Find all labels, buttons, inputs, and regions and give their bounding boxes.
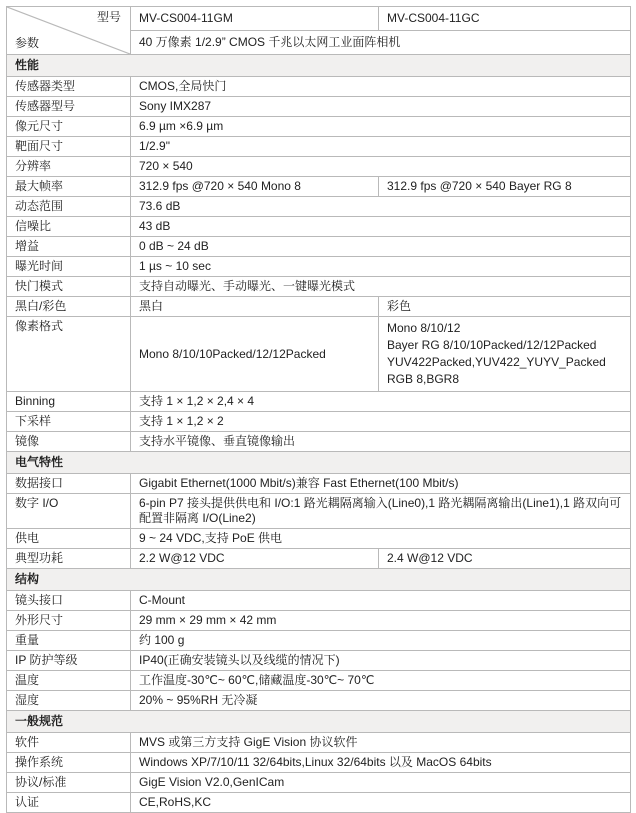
table-row-pixel-format <box>7 317 631 392</box>
section-title: 结构 <box>7 569 631 591</box>
row-label: 数据接口 <box>7 474 131 494</box>
table-row <box>7 77 631 97</box>
row-value: 6.9 µm ×6.9 µm <box>131 117 631 137</box>
row-label: 协议/标准 <box>7 773 131 793</box>
row-label: 快门模式 <box>7 277 131 297</box>
row-label: 操作系统 <box>7 753 131 773</box>
table-row <box>7 494 631 529</box>
row-value: 约 100 g <box>131 631 631 651</box>
row-value-color: 彩色 <box>379 297 631 317</box>
row-label: IP 防护等级 <box>7 651 131 671</box>
row-value: GigE Vision V2.0,GenICam <box>131 773 631 793</box>
row-label: 像素格式 <box>7 317 131 392</box>
row-label: 数字 I/O <box>7 494 131 529</box>
table-row <box>7 549 631 569</box>
model-name-color: MV-CS004-11GC <box>379 7 631 31</box>
section-header-structure <box>7 569 631 591</box>
row-label: 靶面尺寸 <box>7 137 131 157</box>
row-value-color: 312.9 fps @720 × 540 Bayer RG 8 <box>379 177 631 197</box>
row-value: 9 ~ 24 VDC,支持 PoE 供电 <box>131 529 631 549</box>
table-row <box>7 651 631 671</box>
row-value: 支持 1 × 1,2 × 2 <box>131 412 631 432</box>
corner-label-param: 参数 <box>15 36 40 50</box>
table-row <box>7 671 631 691</box>
row-label: 重量 <box>7 631 131 651</box>
row-value: 支持水平镜像、垂直镜像输出 <box>131 432 631 452</box>
row-value: CE,RoHS,KC <box>131 793 631 813</box>
table-row <box>7 432 631 452</box>
pixel-format-line: Mono 8/10/12 <box>387 321 461 335</box>
table-row <box>7 591 631 611</box>
row-value: MVS 或第三方支持 GigE Vision 协议软件 <box>131 733 631 753</box>
row-value-mono: 黑白 <box>131 297 379 317</box>
table-row <box>7 157 631 177</box>
table-row <box>7 297 631 317</box>
row-value: 6-pin P7 接头提供供电和 I/O:1 路光耦隔离输入(Line0),1 路光耦隔离输出(Line1),1 路双向可配置非隔离 I/O(Line2) <box>131 494 631 529</box>
row-value: CMOS,全局快门 <box>131 77 631 97</box>
row-value: 29 mm × 29 mm × 42 mm <box>131 611 631 631</box>
table-row <box>7 217 631 237</box>
row-value-mono: 2.2 W@12 VDC <box>131 549 379 569</box>
section-title: 一般规范 <box>7 711 631 733</box>
row-label: 动态范围 <box>7 197 131 217</box>
table-row <box>7 753 631 773</box>
table-row <box>7 392 631 412</box>
row-label: 湿度 <box>7 691 131 711</box>
row-label: 镜像 <box>7 432 131 452</box>
param-description: 40 万像素 1/2.9” CMOS 千兆以太网工业面阵相机 <box>131 31 631 55</box>
section-title: 电气特性 <box>7 452 631 474</box>
row-label: 典型功耗 <box>7 549 131 569</box>
row-value-mono: 312.9 fps @720 × 540 Mono 8 <box>131 177 379 197</box>
spec-table <box>6 6 631 813</box>
table-row <box>7 412 631 432</box>
row-value-color: 2.4 W@12 VDC <box>379 549 631 569</box>
table-row <box>7 691 631 711</box>
row-label: 温度 <box>7 671 131 691</box>
table-row <box>7 237 631 257</box>
section-header-general <box>7 711 631 733</box>
corner-cell <box>7 7 131 55</box>
row-label: 增益 <box>7 237 131 257</box>
row-label: 外形尺寸 <box>7 611 131 631</box>
table-row <box>7 793 631 813</box>
pixel-format-line: Bayer RG 8/10/10Packed/12/12Packed <box>387 338 597 352</box>
table-row <box>7 197 631 217</box>
section-title: 性能 <box>7 55 631 77</box>
pixel-format-line: RGB 8,BGR8 <box>387 372 460 386</box>
table-row <box>7 773 631 793</box>
row-value: 73.6 dB <box>131 197 631 217</box>
row-value: 支持 1 × 1,2 × 2,4 × 4 <box>131 392 631 412</box>
row-value: Sony IMX287 <box>131 97 631 117</box>
pixel-format-line: YUV422Packed,YUV422_YUYV_Packed <box>387 355 606 369</box>
row-value: 支持自动曝光、手动曝光、一键曝光模式 <box>131 277 631 297</box>
row-value: 1 µs ~ 10 sec <box>131 257 631 277</box>
row-label: Binning <box>7 392 131 412</box>
corner-label-model: 型号 <box>96 10 121 24</box>
section-header-electrical <box>7 452 631 474</box>
row-label: 传感器型号 <box>7 97 131 117</box>
table-row <box>7 733 631 753</box>
row-label: 黑白/彩色 <box>7 297 131 317</box>
row-label: 像元尺寸 <box>7 117 131 137</box>
table-row <box>7 277 631 297</box>
header-row-models <box>7 7 631 31</box>
row-value: 1/2.9" <box>131 137 631 157</box>
row-value: 20% ~ 95%RH 无冷凝 <box>131 691 631 711</box>
row-value: 720 × 540 <box>131 157 631 177</box>
table-row <box>7 529 631 549</box>
model-name-mono: MV-CS004-11GM <box>131 7 379 31</box>
row-label: 供电 <box>7 529 131 549</box>
row-value: 43 dB <box>131 217 631 237</box>
row-label: 分辨率 <box>7 157 131 177</box>
section-header-performance <box>7 55 631 77</box>
table-row <box>7 474 631 494</box>
table-row <box>7 257 631 277</box>
row-label: 认证 <box>7 793 131 813</box>
table-row <box>7 137 631 157</box>
row-label: 曝光时间 <box>7 257 131 277</box>
table-row <box>7 117 631 137</box>
row-label: 镜头接口 <box>7 591 131 611</box>
table-row <box>7 97 631 117</box>
row-value: Windows XP/7/10/11 32/64bits,Linux 32/64bits 以及 MacOS 64bits <box>131 753 631 773</box>
row-label: 最大帧率 <box>7 177 131 197</box>
table-row <box>7 611 631 631</box>
row-value: 工作温度-30℃~ 60℃,储藏温度-30℃~ 70℃ <box>131 671 631 691</box>
row-label: 信噪比 <box>7 217 131 237</box>
row-value: 0 dB ~ 24 dB <box>131 237 631 257</box>
row-value-mono: Mono 8/10/10Packed/12/12Packed <box>131 317 379 392</box>
row-value: C-Mount <box>131 591 631 611</box>
row-label: 下采样 <box>7 412 131 432</box>
table-row <box>7 631 631 651</box>
row-value: Gigabit Ethernet(1000 Mbit/s)兼容 Fast Ethernet(100 Mbit/s) <box>131 474 631 494</box>
row-label: 传感器类型 <box>7 77 131 97</box>
row-value-color <box>379 317 631 392</box>
row-label: 软件 <box>7 733 131 753</box>
row-value: IP40(正确安装镜头以及线缆的情况下) <box>131 651 631 671</box>
table-row <box>7 177 631 197</box>
